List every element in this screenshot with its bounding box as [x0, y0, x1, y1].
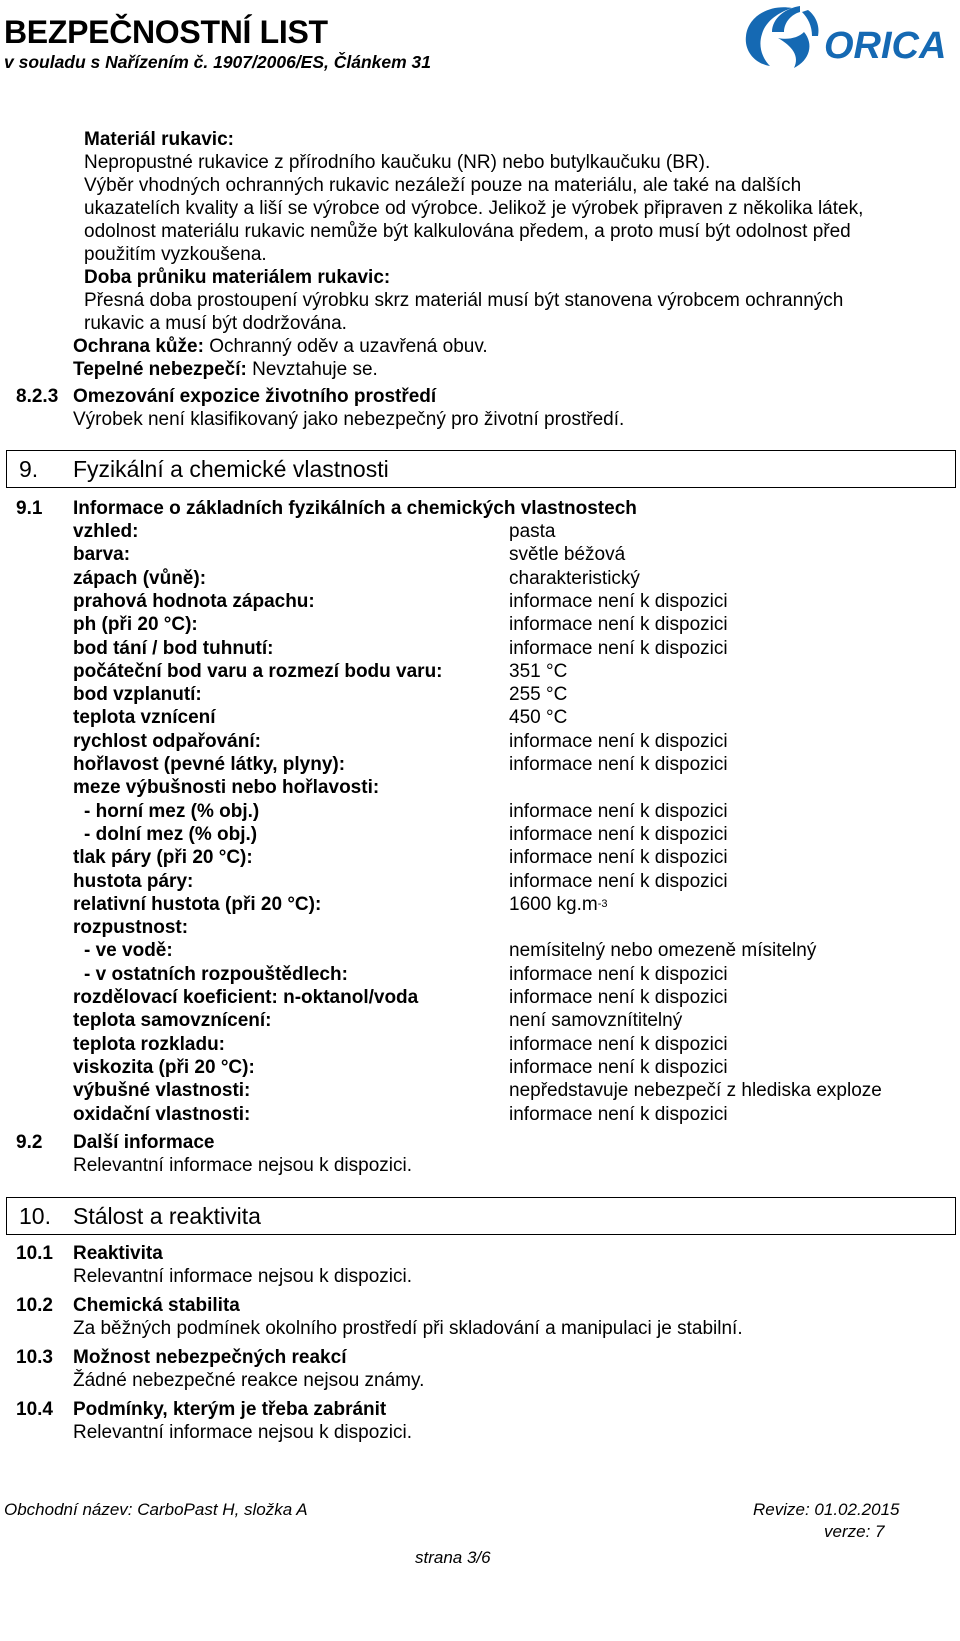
- subsection-title: Možnost nebezpečných reakcí: [73, 1347, 347, 1368]
- section-title: Stálost a reaktivita: [73, 1203, 261, 1229]
- thermal-value: Nevztahuje se.: [252, 359, 378, 380]
- property-value: [509, 939, 816, 963]
- property-value: [509, 590, 728, 614]
- property-value-text: charakteristický: [509, 568, 640, 589]
- glove-material-label: Materiál rukavic:: [84, 129, 234, 150]
- skin-label: Ochrana kůže:: [73, 336, 204, 357]
- subsection-num: 10.2: [16, 1295, 53, 1316]
- skin-protection: [73, 335, 488, 359]
- env-exposure-num: 8.2.3: [16, 386, 59, 407]
- property-label: bod tání / bod tuhnutí:: [73, 638, 274, 659]
- property-value: [509, 613, 728, 637]
- subsection-title: Další informace: [73, 1132, 215, 1153]
- property-label: výbušné vlastnosti:: [73, 1080, 251, 1101]
- property-value: [509, 543, 625, 567]
- env-exposure-text: Výrobek není klasifikovaný jako nebezpečný pro životní prostředí.: [73, 409, 625, 430]
- subsection-num: 9.1: [16, 498, 43, 519]
- property-value-text: 255 °C: [509, 684, 568, 705]
- subsection-text: Relevantní informace nejsou k dispozici.: [73, 1266, 413, 1287]
- property-label: teplota samovznícení:: [73, 1010, 272, 1031]
- property-label: teplota rozkladu:: [73, 1034, 226, 1055]
- property-value: [509, 567, 640, 591]
- glove-line: použitím vyzkoušena.: [84, 244, 267, 265]
- property-value: [509, 986, 728, 1010]
- property-label: viskozita (při 20 °C):: [73, 1057, 255, 1078]
- property-label: vzhled:: [73, 521, 139, 542]
- subsection-text: Relevantní informace nejsou k dispozici.: [73, 1155, 413, 1176]
- property-label: prahová hodnota zápachu:: [73, 591, 315, 612]
- property-label: počáteční bod varu a rozmezí bodu varu:: [73, 661, 443, 682]
- property-value: [509, 753, 728, 777]
- subsection-num: 10.1: [16, 1243, 53, 1264]
- orica-logo-icon: [742, 2, 957, 72]
- subsection-text: Za běžných podmínek okolního prostředí při skladování a manipulaci je stabilní.: [73, 1318, 743, 1339]
- subsection-title: Reaktivita: [73, 1243, 163, 1264]
- property-value-text: informace není k dispozici: [509, 638, 728, 659]
- property-label: - horní mez (% obj.): [84, 801, 260, 822]
- property-label: - dolní mez (% obj.): [84, 824, 258, 845]
- logo-text: ORICA: [824, 25, 947, 67]
- breakthrough-line: rukavic a musí být dodržována.: [84, 313, 347, 334]
- property-label: zápach (vůně):: [73, 568, 207, 589]
- property-value-text: informace není k dispozici: [509, 614, 728, 635]
- property-value: [509, 1103, 728, 1127]
- section-number: 9.: [19, 456, 39, 482]
- subsection-text: Relevantní informace nejsou k dispozici.: [73, 1422, 413, 1443]
- glove-line: Nepropustné rukavice z přírodního kaučuku (NR) nebo butylkaučuku (BR).: [84, 152, 711, 173]
- property-value: [509, 1056, 728, 1080]
- property-label: ph (při 20 °C):: [73, 614, 198, 635]
- section-10-header: [6, 1197, 956, 1235]
- property-value-text: nemísitelný nebo omezeně mísitelný: [509, 940, 817, 961]
- subsection-title: Chemická stabilita: [73, 1295, 240, 1316]
- property-value: [509, 1009, 682, 1033]
- subsection-text: Žádné nebezpečné reakce nejsou známy.: [73, 1370, 425, 1391]
- subsection-num: 9.2: [16, 1132, 43, 1153]
- property-value-text: informace není k dispozici: [509, 1034, 728, 1055]
- property-value-text: světle béžová: [509, 544, 626, 565]
- property-value: [509, 683, 567, 707]
- property-label: rozpustnost:: [73, 917, 189, 938]
- breakthrough-line: Přesná doba prostoupení výrobku skrz materiál musí být stanovena výrobcem ochranných: [84, 290, 844, 311]
- glove-line: ukazatelích kvality a liší se výrobce od výrobce. Jelikož je výrobek připraven z několika látek,: [84, 198, 864, 219]
- property-value-exponent: -3: [597, 898, 608, 910]
- property-value-text: informace není k dispozici: [509, 847, 728, 868]
- property-label: oxidační vlastnosti:: [73, 1104, 251, 1125]
- thermal-hazard: [73, 358, 378, 382]
- glove-line: Výběr vhodných ochranných rukavic nezáleží pouze na materiálu, ale také na dalších: [84, 175, 802, 196]
- document-subtitle: v souladu s Nařízením č. 1907/2006/ES, Článkem 31: [4, 52, 432, 72]
- property-label: rychlost odpařování:: [73, 731, 261, 752]
- document-title: BEZPEČNOSTNÍ LIST: [4, 14, 328, 50]
- footer-page-number: strana 3/6: [415, 1548, 491, 1567]
- property-value: [509, 823, 728, 847]
- footer-version: verze: 7: [824, 1522, 885, 1541]
- glove-line: odolnost materiálu rukavic nemůže být kalkulována předem, a proto musí být odolnost před: [84, 221, 851, 242]
- property-value-text: 351 °C: [509, 661, 568, 682]
- property-value: [509, 1079, 882, 1103]
- orica-logo: [742, 2, 957, 77]
- property-value: [509, 846, 728, 870]
- property-value-text: informace není k dispozici: [509, 1057, 728, 1078]
- property-value: [509, 706, 567, 730]
- property-value-text: informace není k dispozici: [509, 871, 728, 892]
- subsection-title: Podmínky, kterým je třeba zabránit: [73, 1399, 387, 1420]
- section-title: Fyzikální a chemické vlastnosti: [73, 456, 389, 482]
- property-value-text: informace není k dispozici: [509, 754, 728, 775]
- property-value-text: informace není k dispozici: [509, 591, 728, 612]
- property-label: barva:: [73, 544, 131, 565]
- property-value-text: 450 °C: [509, 707, 568, 728]
- subsection-num: 10.4: [16, 1399, 53, 1420]
- footer-revision: Revize: 01.02.2015: [753, 1500, 900, 1519]
- property-value-text: informace není k dispozici: [509, 801, 728, 822]
- breakthrough-label: Doba průniku materiálem rukavic:: [84, 267, 391, 288]
- property-label: teplota vznícení: [73, 707, 216, 728]
- section-number: 10.: [19, 1203, 51, 1229]
- property-label: meze výbušnosti nebo hořlavosti:: [73, 777, 380, 798]
- property-value-text: informace není k dispozici: [509, 964, 728, 985]
- subsection-title: Informace o základních fyzikálních a chemických vlastnostech: [73, 498, 637, 519]
- property-value: [509, 800, 728, 824]
- property-value-text: informace není k dispozici: [509, 824, 728, 845]
- property-label: hustota páry:: [73, 871, 194, 892]
- skin-value: Ochranný oděv a uzavřená obuv.: [209, 336, 488, 357]
- property-label: - ve vodě:: [84, 940, 173, 961]
- property-value-text: není samovznítitelný: [509, 1010, 683, 1031]
- property-value-text: nepředstavuje nebezpečí z hlediska exploze: [509, 1080, 882, 1101]
- env-exposure-title: Omezování expozice životního prostředí: [73, 386, 437, 407]
- property-value: [509, 730, 728, 754]
- property-value-text: pasta: [509, 521, 556, 542]
- property-value-text: informace není k dispozici: [509, 987, 728, 1008]
- property-value: [509, 870, 728, 894]
- property-value: [509, 1033, 728, 1057]
- property-label: - v ostatních rozpouštědlech:: [84, 964, 348, 985]
- property-value-text: informace není k dispozici: [509, 731, 728, 752]
- property-value: [509, 893, 608, 919]
- property-value: [509, 660, 567, 684]
- property-value-text: 1600 kg.m: [509, 894, 598, 915]
- footer-trade-name: Obchodní název: CarboPast H, složka A: [4, 1500, 308, 1519]
- thermal-label: Tepelné nebezpečí:: [73, 359, 247, 380]
- property-label: tlak páry (při 20 °C):: [73, 847, 253, 868]
- subsection-num: 10.3: [16, 1347, 53, 1368]
- property-value: [509, 520, 555, 544]
- property-value: [509, 637, 728, 661]
- property-value-text: informace není k dispozici: [509, 1104, 728, 1125]
- property-label: bod vzplanutí:: [73, 684, 202, 705]
- property-value: [509, 963, 728, 987]
- property-label: hořlavost (pevné látky, plyny):: [73, 754, 346, 775]
- property-label: rozdělovací koeficient: n-oktanol/voda: [73, 987, 419, 1008]
- section-9-header: [6, 450, 956, 488]
- property-label: relativní hustota (při 20 °C):: [73, 894, 322, 915]
